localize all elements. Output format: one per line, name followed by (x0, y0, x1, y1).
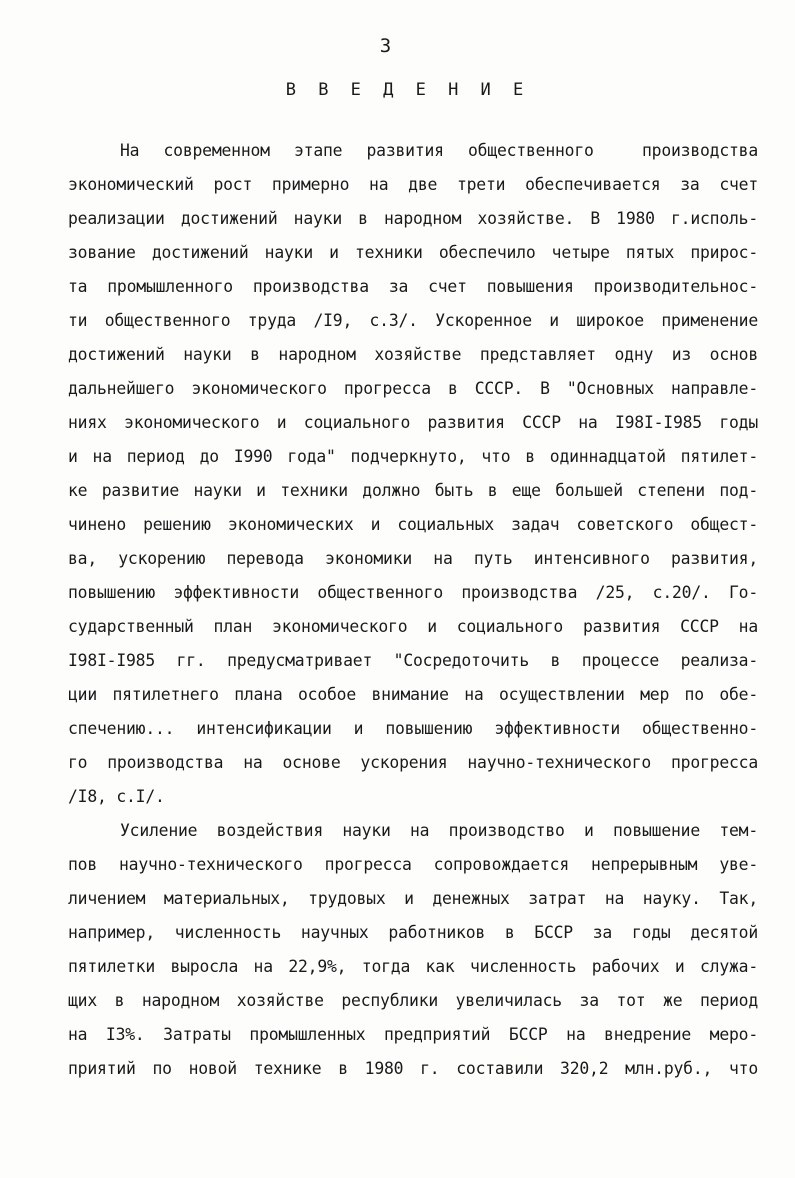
text-line: го производства на основе ускорения научно-технического прогресса (68, 753, 758, 772)
text-line: На современном этапе развития общественного производства (120, 141, 758, 160)
text-line: сударственный план экономического и социального развития СССР на (68, 617, 758, 636)
text-line: ции пятилетнего плана особое внимание на осуществлении мер по обе- (68, 685, 758, 704)
paragraph-2 (68, 814, 758, 1086)
text-line: на I3%. Затраты промышленных предприятий БССР на внедрение меро- (68, 1025, 758, 1044)
text-line: пятилетки выросла на 22,9%, тогда как численность рабочих и служа- (68, 957, 758, 976)
text-line: ке развитие науки и техники должно быть в еще большей степени под- (68, 481, 758, 500)
text-line: приятий по новой технике в 1980 г. составили 320,2 млн.руб., что (68, 1059, 758, 1078)
text-line: зование достижений науки и техники обеспечило четыре пятых прирос- (68, 243, 758, 262)
text-line: ти общественного труда /I9, с.3/. Ускоренное и широкое применение (68, 311, 758, 330)
text-line: например, численность научных работников в БССР за годы десятой (68, 923, 758, 942)
text-line: спечению... интенсификации и повышению эффективности общественно- (68, 719, 758, 738)
text-line: личением материальных, трудовых и денежных затрат на науку. Так, (68, 889, 758, 908)
text-line: экономический рост примерно на две трети обеспечивается за счет (68, 175, 758, 194)
text-line: дальнейшего экономического прогресса в СССР. В "Основных направле- (68, 379, 758, 398)
body-text (68, 134, 758, 1086)
paragraph-1 (68, 134, 758, 814)
text-line: повышению эффективности общественного производства /25, с.20/. Го- (68, 583, 758, 602)
text-line: ва, ускорению перевода экономики на путь интенсивного развития, (68, 549, 758, 568)
text-line: чинено решению экономических и социальных задач советского общест- (68, 515, 758, 534)
text-line: и на период до I990 года" подчеркнуто, что в одиннадцатой пятилет- (68, 447, 758, 466)
text-line: щих в народном хозяйстве республики увеличилась за тот же период (68, 991, 758, 1010)
text-line: ниях экономического и социального развития СССР на I98I-I985 годы (68, 413, 758, 432)
text-line: пов научно-технического прогресса сопровождается непрерывным уве- (68, 855, 758, 874)
text-line: реализации достижений науки в народном хозяйстве. В 1980 г.исполь- (68, 209, 758, 228)
text-line: I98I-I985 гг. предусматривает "Сосредоточить в процессе реализа- (68, 651, 758, 670)
text-line: Усиление воздействия науки на производство и повышение тем- (120, 821, 758, 840)
section-heading: В В Е Д Е Н И Е (285, 80, 530, 100)
text-line: та промышленного производства за счет повышения производительнос- (68, 277, 758, 296)
page-number: 3 (379, 35, 392, 57)
text-line: достижений науки в народном хозяйстве представляет одну из основ (68, 345, 758, 364)
text-line: /I8, с.I/. (68, 787, 165, 806)
